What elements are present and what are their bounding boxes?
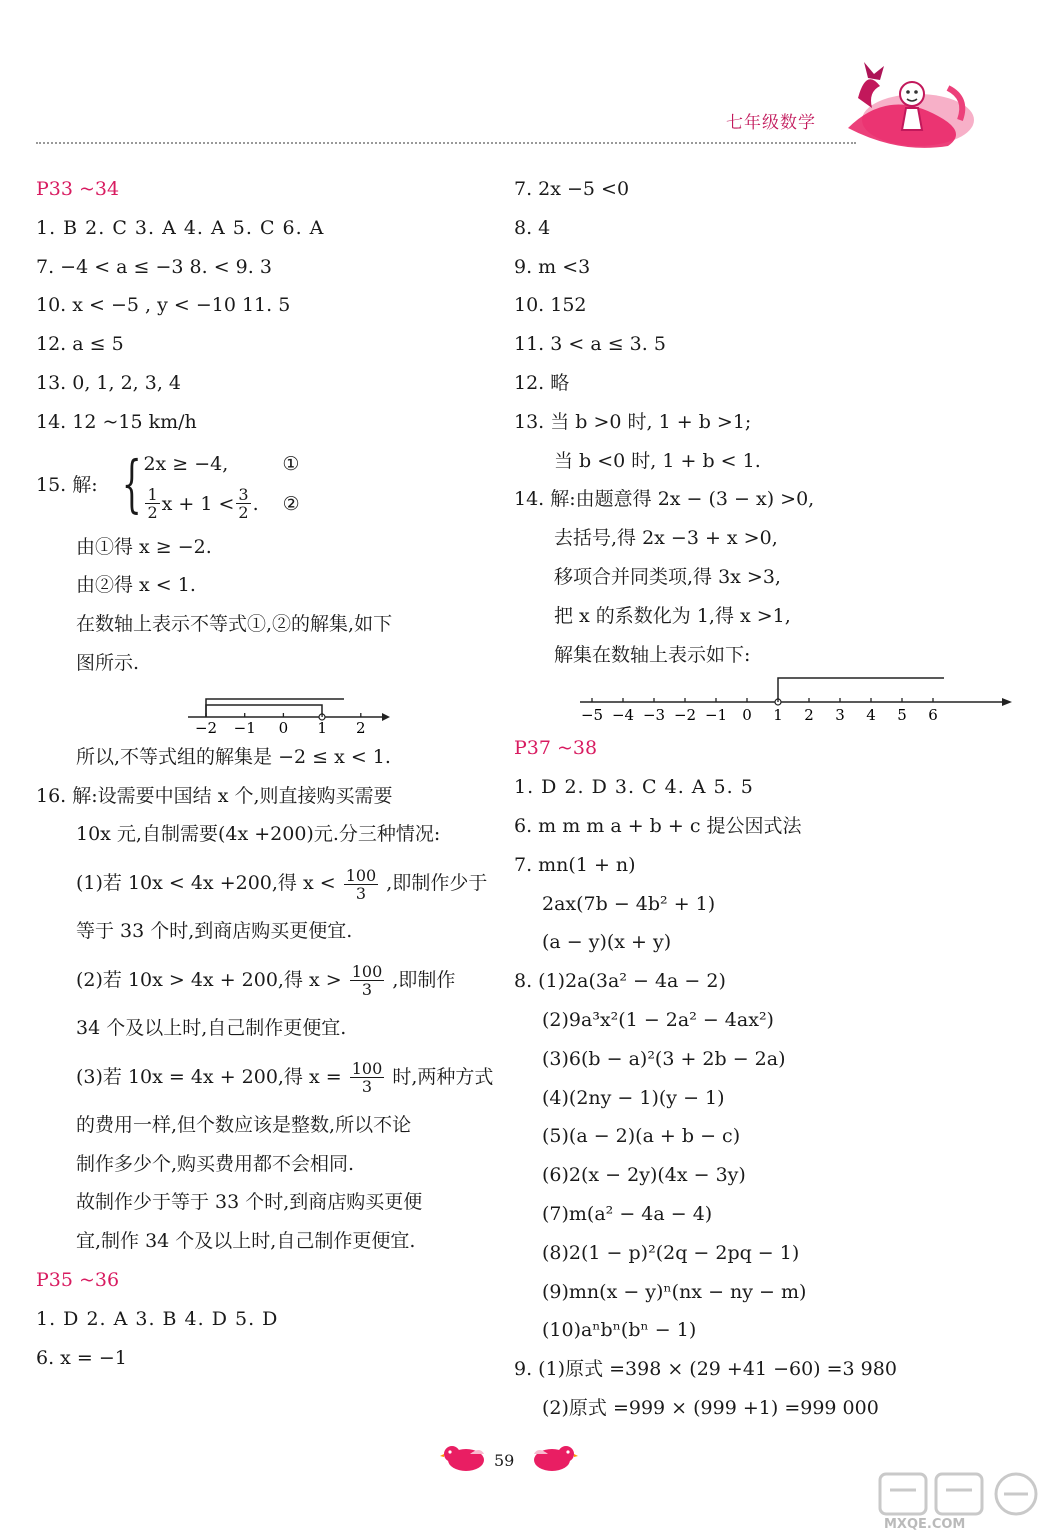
text-part: (2)若 10x > 4x + 200,得 x > <box>76 968 342 991</box>
answer-line: (3)6(b − a)²(3 + 2b − 2a) <box>542 1047 786 1070</box>
denominator: 2 <box>147 503 158 523</box>
answer-line: (7)m(a² − 4a − 4) <box>542 1202 713 1225</box>
tick-label: 0 <box>278 718 289 733</box>
tick-label: 1 <box>773 706 783 725</box>
numerator: 100 <box>345 865 377 885</box>
denominator: 3 <box>355 883 367 903</box>
svg-text:MXQE.COM: MXQE.COM <box>884 1517 966 1530</box>
answer-line: 7. 2x −5 <0 <box>514 178 630 200</box>
tick-label: −2 <box>194 718 218 733</box>
answer-line: 13. 0, 1, 2, 3, 4 <box>36 371 182 394</box>
header-illustration <box>828 58 976 154</box>
answer-line: 16. 解:设需要中国结 x 个,则直接购买需要 <box>36 784 393 807</box>
answer-line: 7. −4 < a ≤ −3 8. < 9. 3 <box>36 255 272 278</box>
tick-label: 3 <box>835 706 845 725</box>
answer-line: 解集在数轴上表示如下: <box>554 643 751 666</box>
answer-line: 移项合并同类项,得 3x >3, <box>554 565 781 588</box>
denominator: 3 <box>361 1077 373 1097</box>
equation-end: . <box>252 492 259 515</box>
answer-line: 12. a ≤ 5 <box>36 333 124 356</box>
answer-line: 图所示. <box>76 651 140 674</box>
text-part: 时,两种方式 <box>392 1065 494 1088</box>
answer-line <box>36 951 504 1009</box>
tick-label: 1 <box>317 718 327 733</box>
tick-label: 0 <box>742 706 752 725</box>
answer-line: 11. 3 < a ≤ 3. 5 <box>514 333 666 356</box>
tick-label: −4 <box>611 706 635 725</box>
tick-label: 4 <box>866 706 876 725</box>
section-heading: P33 ~34 <box>36 178 120 200</box>
answer-line: 7. mn(1 + n) <box>514 853 636 876</box>
answer-line: 14. 解:由题意得 2x − (3 − x) >0, <box>514 488 815 511</box>
tick-label: 6 <box>928 706 938 725</box>
answer-line: 10. x < −5 , y < −10 11. 5 <box>36 294 291 317</box>
equation: 2x ≥ −4, <box>143 452 229 475</box>
tick-label: −5 <box>580 706 604 725</box>
text-part: (1)若 10x < 4x +200,得 x < <box>76 872 336 895</box>
answer-line: (a − y)(x + y) <box>542 931 672 954</box>
answer-line: (4)(2ny − 1)(y − 1) <box>542 1086 725 1109</box>
numerator: 1 <box>147 485 158 505</box>
brace-symbol: { <box>121 446 142 520</box>
answer-line: (2)原式 =999 × (999 +1) =999 000 <box>542 1396 879 1419</box>
left-column <box>36 170 504 1377</box>
answer-line: 的费用一样,但个数应该是整数,所以不论 <box>76 1113 412 1136</box>
numerator: 3 <box>238 485 249 505</box>
text-part: (3)若 10x = 4x + 200,得 x = <box>76 1065 342 1088</box>
equation: x + 1 < <box>161 492 235 515</box>
answer-line: 由②得 x < 1. <box>76 574 196 597</box>
watermark-logo <box>876 1470 1052 1530</box>
header-divider <box>36 142 856 144</box>
answer-line: 1. B 2. C 3. A 4. A 5. C 6. A <box>36 216 325 239</box>
fraction <box>236 486 250 521</box>
numerator: 100 <box>351 962 383 982</box>
answer-line: 1. D 2. A 3. B 4. D 5. D <box>36 1307 279 1330</box>
numerator: 100 <box>351 1059 383 1079</box>
tick-label: 2 <box>804 706 814 725</box>
right-column <box>514 170 1014 1428</box>
bird-icon <box>440 1440 490 1474</box>
inequality-system <box>36 446 504 522</box>
answer-line: 8. (1)2a(3a² − 4a − 2) <box>514 970 726 993</box>
answer-line: 故制作少于等于 33 个时,到商店购买更便 <box>76 1191 423 1214</box>
answer-line: 由①得 x ≥ −2. <box>76 535 212 558</box>
question-label: 15. 解: <box>36 474 98 497</box>
answer-line: (2)9a³x²(1 − 2a² − 4ax²) <box>542 1008 774 1031</box>
page-number: 59 <box>494 1451 515 1470</box>
answer-line: 去括号,得 2x −3 + x >0, <box>554 527 778 550</box>
answer-line: 2ax(7b − 4b² + 1) <box>542 892 716 915</box>
answer-line: 10x 元,自制需要(4x +200)元.分三种情况: <box>76 823 441 846</box>
answer-line: 9. m <3 <box>514 255 591 278</box>
section-heading: P35 ~36 <box>36 1268 120 1291</box>
circled-marker: ① <box>282 452 300 475</box>
answer-line: (10)aⁿbⁿ(bⁿ − 1) <box>542 1319 697 1342</box>
header-title: 七年级数学 <box>726 113 816 133</box>
answer-line: 34 个及以上时,自己制作更便宜. <box>76 1016 347 1039</box>
answer-line: 把 x 的系数化为 1,得 x >1, <box>554 604 791 627</box>
answer-line: 宜,制作 34 个及以上时,自己制作更便宜. <box>76 1230 416 1253</box>
tick-label: −1 <box>704 706 728 725</box>
fraction <box>145 486 159 521</box>
fraction <box>350 963 385 998</box>
answer-line: 8. 4 <box>514 216 551 239</box>
answer-line: 14. 12 ~15 km/h <box>36 410 197 433</box>
section-heading: P37 ~38 <box>514 737 598 760</box>
answer-line: 10. 152 <box>514 294 587 317</box>
answer-line <box>36 1048 504 1106</box>
answer-line: (8)2(1 − p)²(2q − 2pq − 1) <box>542 1241 800 1264</box>
text-part: ,即制作少于 <box>386 872 488 895</box>
answer-line <box>36 854 504 912</box>
answer-line: 所以,不等式组的解集是 −2 ≤ x < 1. <box>76 745 391 768</box>
tick-label: −3 <box>642 706 666 725</box>
answer-line: 1. D 2. D 3. C 4. A 5. 5 <box>514 776 754 799</box>
answer-line: 在数轴上表示不等式①,②的解集,如下 <box>76 613 393 636</box>
fraction <box>350 1060 385 1095</box>
denominator: 2 <box>238 503 249 523</box>
answer-line: 6. x = −1 <box>36 1346 127 1369</box>
answer-line: 等于 33 个时,到商店购买更便宜. <box>76 920 353 943</box>
answer-line: (9)mn(x − y)ⁿ(nx − ny − m) <box>542 1280 807 1303</box>
answer-line: (5)(a − 2)(a + b − c) <box>542 1125 741 1148</box>
denominator: 3 <box>361 980 373 1000</box>
answer-line: 6. m m m a + b + c 提公因式法 <box>514 814 802 837</box>
tick-label: 5 <box>897 706 907 725</box>
answer-line: 当 b <0 时, 1 + b < 1. <box>554 449 761 472</box>
answer-line: 13. 当 b >0 时, 1 + b >1; <box>514 410 752 433</box>
bird-icon <box>528 1440 578 1474</box>
text-part: ,即制作 <box>392 968 456 991</box>
answer-line: 12. 略 <box>514 371 570 394</box>
fraction <box>344 867 379 902</box>
number-line <box>578 674 1018 724</box>
answer-line: 9. (1)原式 =398 × (29 +41 −60) =3 980 <box>514 1358 897 1381</box>
tick-label: −1 <box>233 718 256 733</box>
tick-label: −2 <box>673 706 697 725</box>
number-line <box>186 683 396 733</box>
answer-line: 制作多少个,购买费用都不会相同. <box>76 1152 355 1175</box>
circled-marker: ② <box>282 492 300 515</box>
answer-line: (6)2(x − 2y)(4x − 3y) <box>542 1164 746 1187</box>
tick-label: 2 <box>356 718 366 733</box>
